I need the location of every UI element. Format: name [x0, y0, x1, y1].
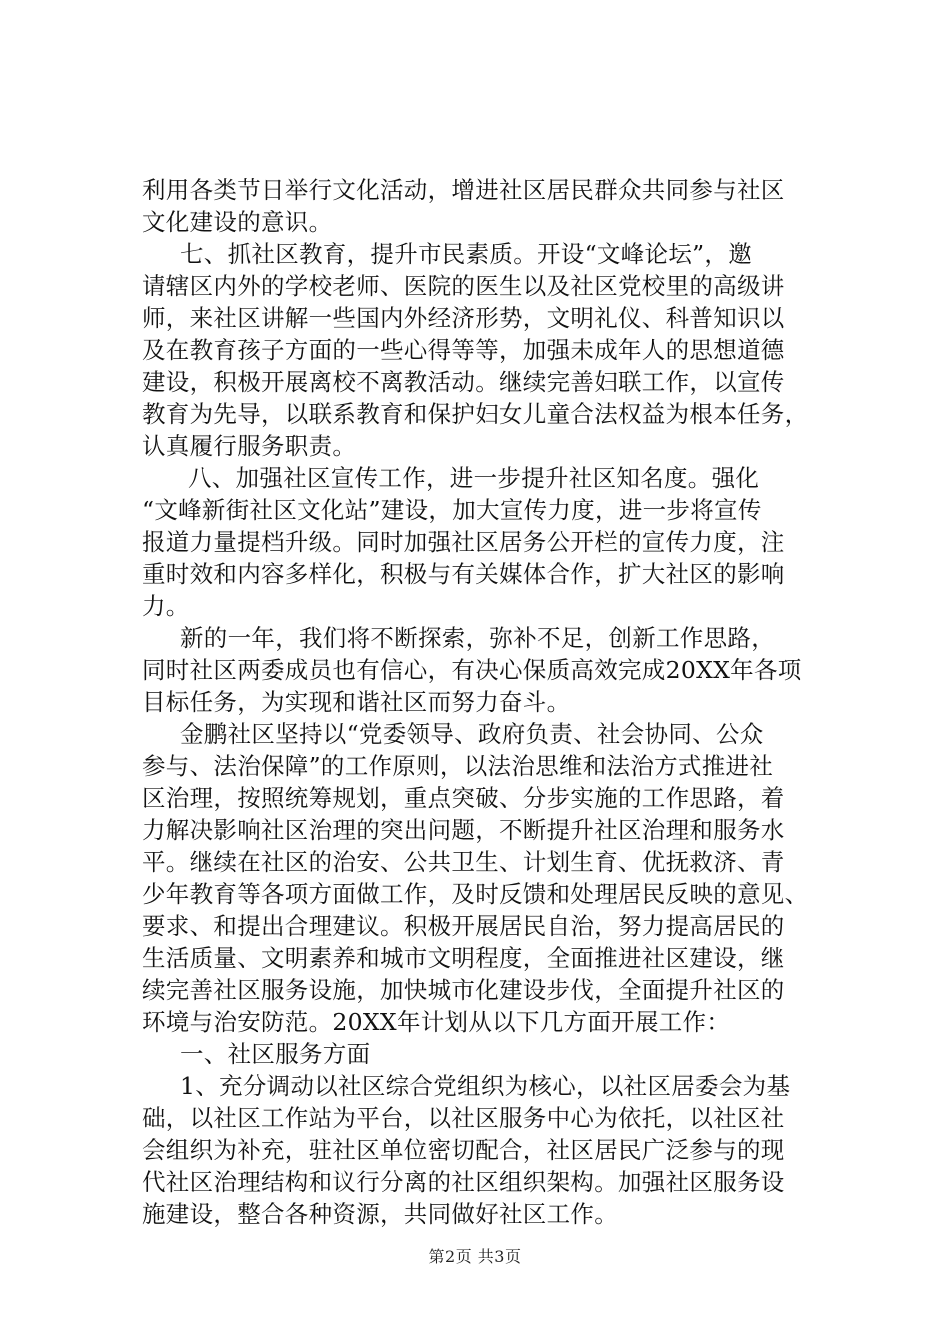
text-line: 及在教育孩子方面的一些心得等等，加强未成年人的思想道德 — [142, 336, 785, 364]
text-line: 区治理，按照统筹规划，重点突破、分步实施的工作思路，着 — [142, 784, 785, 812]
text-line: 少年教育等各项方面做工作，及时反馈和处理居民反映的意见、 — [142, 880, 809, 908]
text-line: 生活质量、文明素养和城市文明程度，全面推进社区建设，继 — [142, 944, 785, 972]
text-line: 础，以社区工作站为平台，以社区服务中心为依托，以社区社 — [142, 1104, 785, 1132]
text-line: 要求、和提出合理建议。积极开展居民自治，努力提高居民的 — [142, 912, 785, 940]
text-line: 力。 — [142, 592, 190, 620]
text-line: 目标任务，为实现和谐社区而努力奋斗。 — [142, 688, 571, 716]
text-line: 建设，积极开展离校不离教活动。继续完善妇联工作，以宣传 — [142, 368, 785, 396]
section-heading: 一、社区服务方面 — [180, 1040, 371, 1068]
text-line: 环境与治安防范。20XX年计划从以下几方面开展工作： — [142, 1008, 731, 1036]
text-line: 师，来社区讲解一些国内外经济形势，文明礼仪、科普知识以 — [142, 304, 785, 332]
text-line: 报道力量提档升级。同时加强社区居务公开栏的宣传力度，注 — [142, 528, 785, 556]
text-line: 同时社区两委成员也有信心，有决心保质高效完成20XX年各项 — [142, 656, 802, 684]
document-body — [142, 174, 832, 1230]
text-line: 会组织为补充，驻社区单位密切配合，社区居民广泛参与的现 — [142, 1136, 785, 1164]
text-line: 平。继续在社区的治安、公共卫生、计划生育、优抚救济、青 — [142, 848, 785, 876]
text-line: 新的一年，我们将不断探索，弥补不足，创新工作思路， — [180, 624, 775, 652]
text-line: 重时效和内容多样化，积极与有关媒体合作，扩大社区的影响 — [142, 560, 785, 588]
text-line: 七、抓社区教育，提升市民素质。开设“文峰论坛”，邀 — [180, 240, 753, 268]
text-line: 1、充分调动以社区综合党组织为核心，以社区居委会为基 — [180, 1072, 791, 1100]
text-line: 续完善社区服务设施，加快城市化建设步伐，全面提升社区的 — [142, 976, 785, 1004]
text-line: 认真履行服务职责。 — [142, 432, 357, 460]
page-number-footer: 第2页 共3页 — [428, 1247, 522, 1266]
text-line: 金鹏社区坚持以“党委领导、政府负责、社会协同、公众 — [180, 720, 764, 748]
text-line: 参与、法治保障”的工作原则，以法治思维和法治方式推进社 — [142, 752, 774, 780]
text-line: 八、加强社区宣传工作，进一步提升社区知名度。强化 — [188, 464, 760, 492]
text-line: 文化建设的意识。 — [142, 208, 333, 236]
text-line: 利用各类节日举行文化活动，增进社区居民群众共同参与社区 — [142, 176, 785, 204]
text-line: “文峰新街社区文化站”建设，加大宣传力度，进一步将宣传 — [142, 496, 762, 524]
text-line: 代社区治理结构和议行分离的社区组织架构。加强社区服务设 — [142, 1168, 785, 1196]
text-line: 力解决影响社区治理的突出问题，不断提升社区治理和服务水 — [142, 816, 785, 844]
text-line: 施建设，整合各种资源，共同做好社区工作。 — [142, 1200, 618, 1228]
text-line: 请辖区内外的学校老师、医院的医生以及社区党校里的高级讲 — [142, 272, 785, 300]
text-line: 教育为先导，以联系教育和保护妇女儿童合法权益为根本任务， — [142, 400, 809, 428]
